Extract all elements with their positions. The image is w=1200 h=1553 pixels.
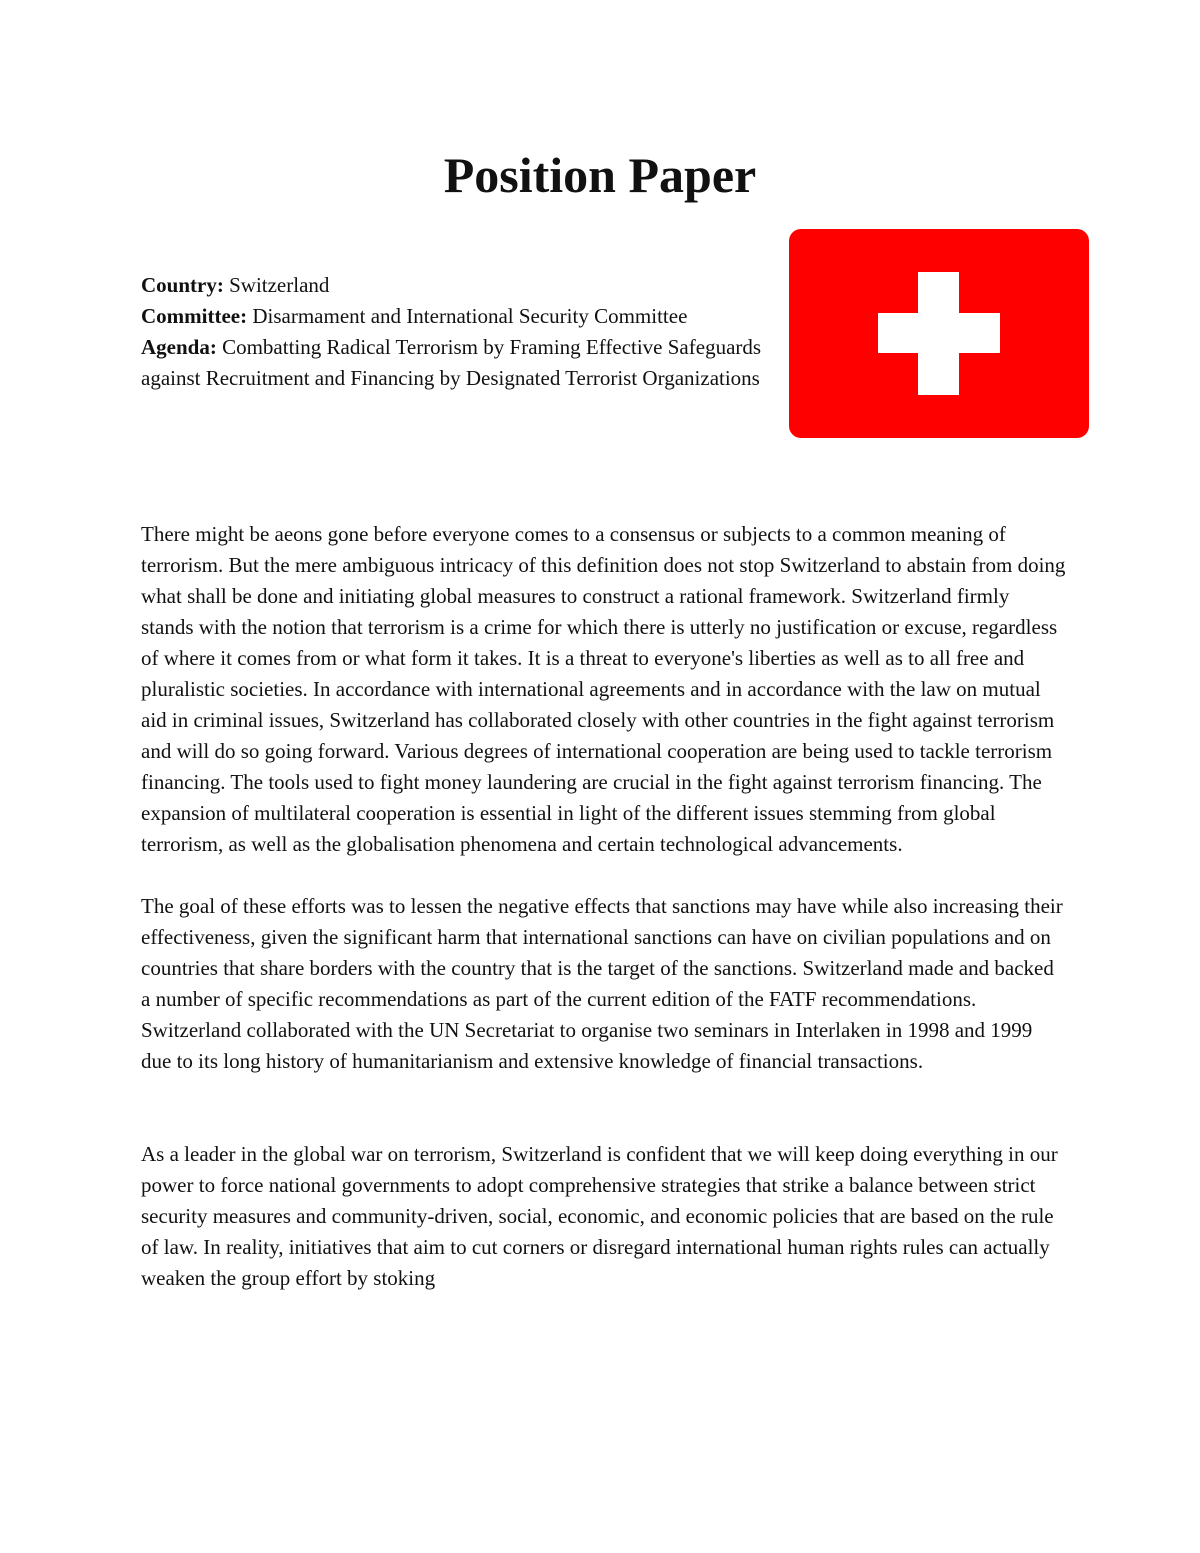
meta-country — [141, 270, 771, 301]
meta-committee — [141, 301, 771, 332]
flag-cross-horizontal — [878, 313, 1000, 353]
swiss-flag-image — [789, 229, 1089, 438]
page-title: Position Paper — [443, 147, 757, 203]
meta-country-value: Switzerland — [223, 273, 330, 297]
paper-metadata — [141, 270, 771, 394]
meta-agenda — [141, 332, 771, 394]
meta-agenda-label: Agenda: — [141, 335, 217, 359]
swiss-flag-icon — [789, 229, 1089, 438]
body-paragraph: The goal of these efforts was to lessen the negative effects that sanctions may have while also increasing their effectiveness, given the significant harm that international sanctions can have on civilian populations and on countries that share borders with the country that is the target of the sanctions. Switzerland made and backed a number of specific recommendations as part of the current edition of the FATF recommendations. Switzerland collaborated with the UN Secretariat to organise two seminars in Interlaken in 1998 and 1999 due to its long history of humanitarianism and extensive knowledge of financial transactions. — [141, 894, 1063, 1073]
body-paragraph: As a leader in the global war on terrorism, Switzerland is confident that we will keep doing everything in our power to force national governments to adopt comprehensive strategies that strike a balance between strict security measures and community-driven, social, economic, and economic policies that are based on the rule of law. In reality, initiatives that aim to cut corners or disregard international human rights rules can actually weaken the group effort by stoking — [141, 1142, 1058, 1290]
paper-body — [141, 519, 1066, 1294]
meta-committee-label: Committee: — [141, 304, 248, 328]
meta-committee-value: Disarmament and International Security Committee — [247, 304, 688, 328]
meta-country-label: Country: — [141, 273, 224, 297]
meta-agenda-value: Combatting Radical Terrorism by Framing Effective Safeguards against Recruitment and Financing by Designated Terrorist Organizations — [141, 335, 762, 390]
body-paragraph: There might be aeons gone before everyone comes to a consensus or subjects to a common meaning of terrorism. But the mere ambiguous intricacy of this definition does not stop Switzerland to abstain from doing what shall be done and initiating global measures to construct a rational framework. Switzerland firmly stands with the notion that terrorism is a crime for which there is utterly no justification or excuse, regardless of where it comes from or what form it takes. It is a threat to everyone's liberties as well as to all free and pluralistic societies. In accordance with international agreements and in accordance with the law on mutual aid in criminal issues, Switzerland has collaborated closely with other countries in the fight against terrorism and will do so going forward. Various degrees of international cooperation are being used to tackle terrorism financing. The tools used to fight money laundering are crucial in the fight against terrorism financing. The expansion of multilateral cooperation is essential in light of the different issues stemming from global terrorism, as well as the globalisation phenomena and certain technological advancements. — [141, 522, 1066, 856]
